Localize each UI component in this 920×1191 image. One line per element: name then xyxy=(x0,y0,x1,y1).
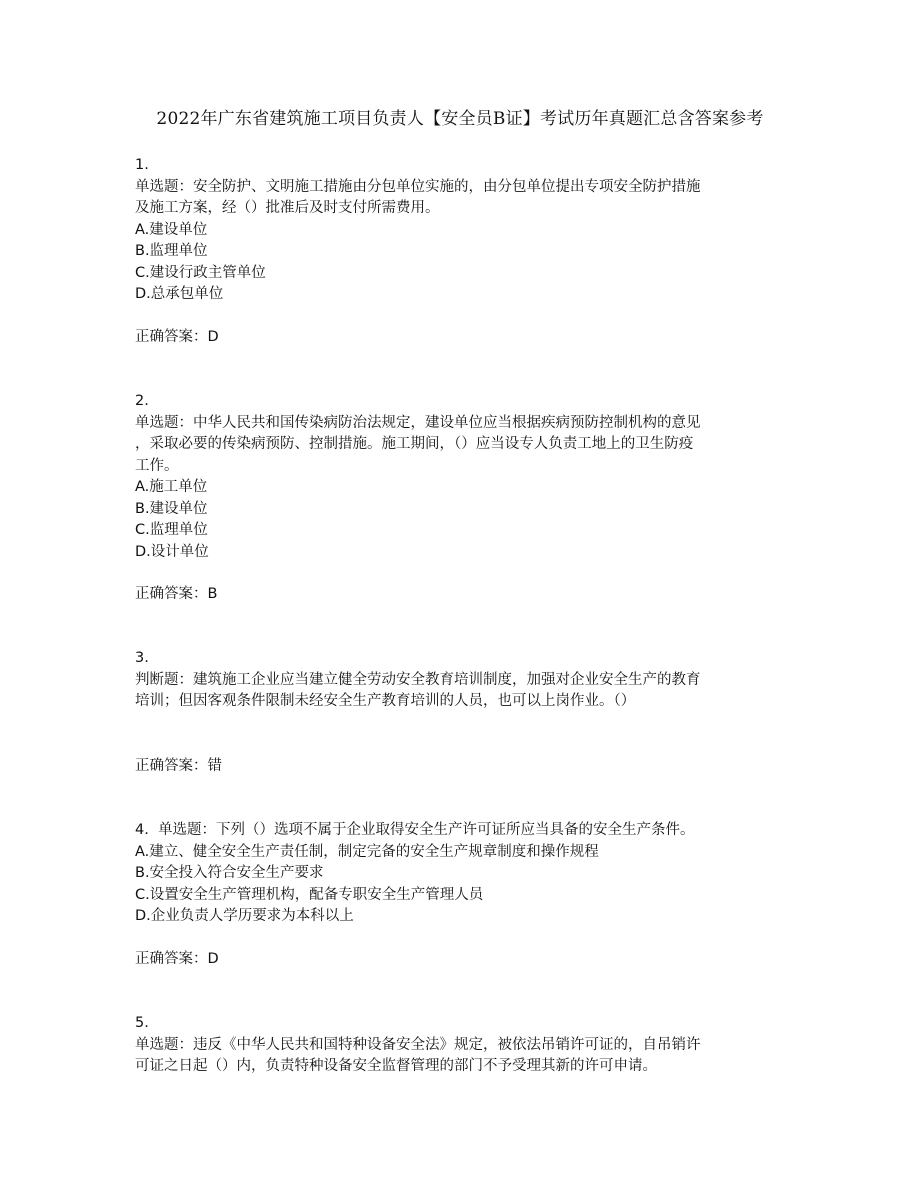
correct-answer: 正确答案：D xyxy=(135,328,219,345)
question-text-line: 判断题：建筑施工企业应当建立健全劳动安全教育培训制度，加强对企业安全生产的教育 xyxy=(135,671,701,688)
question-5 xyxy=(135,1013,785,1078)
question-text-line: 单选题：中华人民共和国传染病防治法规定，建设单位应当根据疾病预防控制机构的意见 xyxy=(135,414,701,431)
question-3 xyxy=(135,648,785,777)
question-text-line xyxy=(135,820,785,842)
question-text-line: 单选题：违反《中华人民共和国特种设备安全法》规定，被依法吊销许可证的，自吊销许 xyxy=(135,1036,701,1053)
question-number: 2. xyxy=(135,393,149,409)
option-a: A.施工单位 xyxy=(135,479,208,495)
option-c: C.监理单位 xyxy=(135,522,208,538)
question-text: 单选题：下列（）选项不属于企业取得安全生产许可证所应当具备的安全生产条件。 xyxy=(158,822,695,838)
option-a: A.建设单位 xyxy=(135,221,208,238)
question-text-line: 工作。 xyxy=(135,457,179,474)
question-2 xyxy=(135,391,785,606)
option-b: B.监理单位 xyxy=(135,243,208,259)
option-d: D.总承包单位 xyxy=(135,286,224,302)
question-number: 1. xyxy=(135,157,149,173)
correct-answer: 正确答案：D xyxy=(135,950,219,967)
question-text-line: 单选题：安全防护、文明施工措施由分包单位实施的，由分包单位提出专项安全防护措施 xyxy=(135,178,701,195)
question-text-line: 培训；但因客观条件限制未经安全生产教育培训的人员，也可以上岗作业。（） xyxy=(135,693,636,709)
option-a: A.建立、健全安全生产责任制，制定完备的安全生产规章制度和操作规程 xyxy=(135,843,599,860)
option-d: D.企业负责人学历要求为本科以上 xyxy=(135,908,354,924)
option-c: C.设置安全生产管理机构，配备专职安全生产管理人员 xyxy=(135,886,484,903)
option-b: B.建设单位 xyxy=(135,500,208,517)
question-number: 4. xyxy=(135,822,149,838)
question-4 xyxy=(135,820,785,970)
correct-answer: 正确答案：错 xyxy=(135,757,222,774)
correct-answer: 正确答案：B xyxy=(135,586,218,602)
document-title: 2022年广东省建筑施工项目负责人【安全员B证】考试历年真题汇总含答案参考 xyxy=(156,109,764,129)
question-text-line: ，采取必要的传染病预防、控制措施。施工期间，（）应当设专人负责工地上的卫生防疫 xyxy=(135,436,694,452)
question-number: 5. xyxy=(135,1015,149,1031)
option-b: B.安全投入符合安全生产要求 xyxy=(135,865,324,881)
question-number: 3. xyxy=(135,650,149,666)
option-c: C.建设行政主管单位 xyxy=(135,264,266,281)
option-d: D.设计单位 xyxy=(135,543,209,560)
question-1 xyxy=(135,155,785,348)
question-text-line: 可证之日起（）内，负责特种设备安全监督管理的部门不予受理其新的许可申请。 xyxy=(135,1058,657,1074)
question-text-line: 及施工方案，经（）批准后及时支付所需费用。 xyxy=(135,200,440,216)
